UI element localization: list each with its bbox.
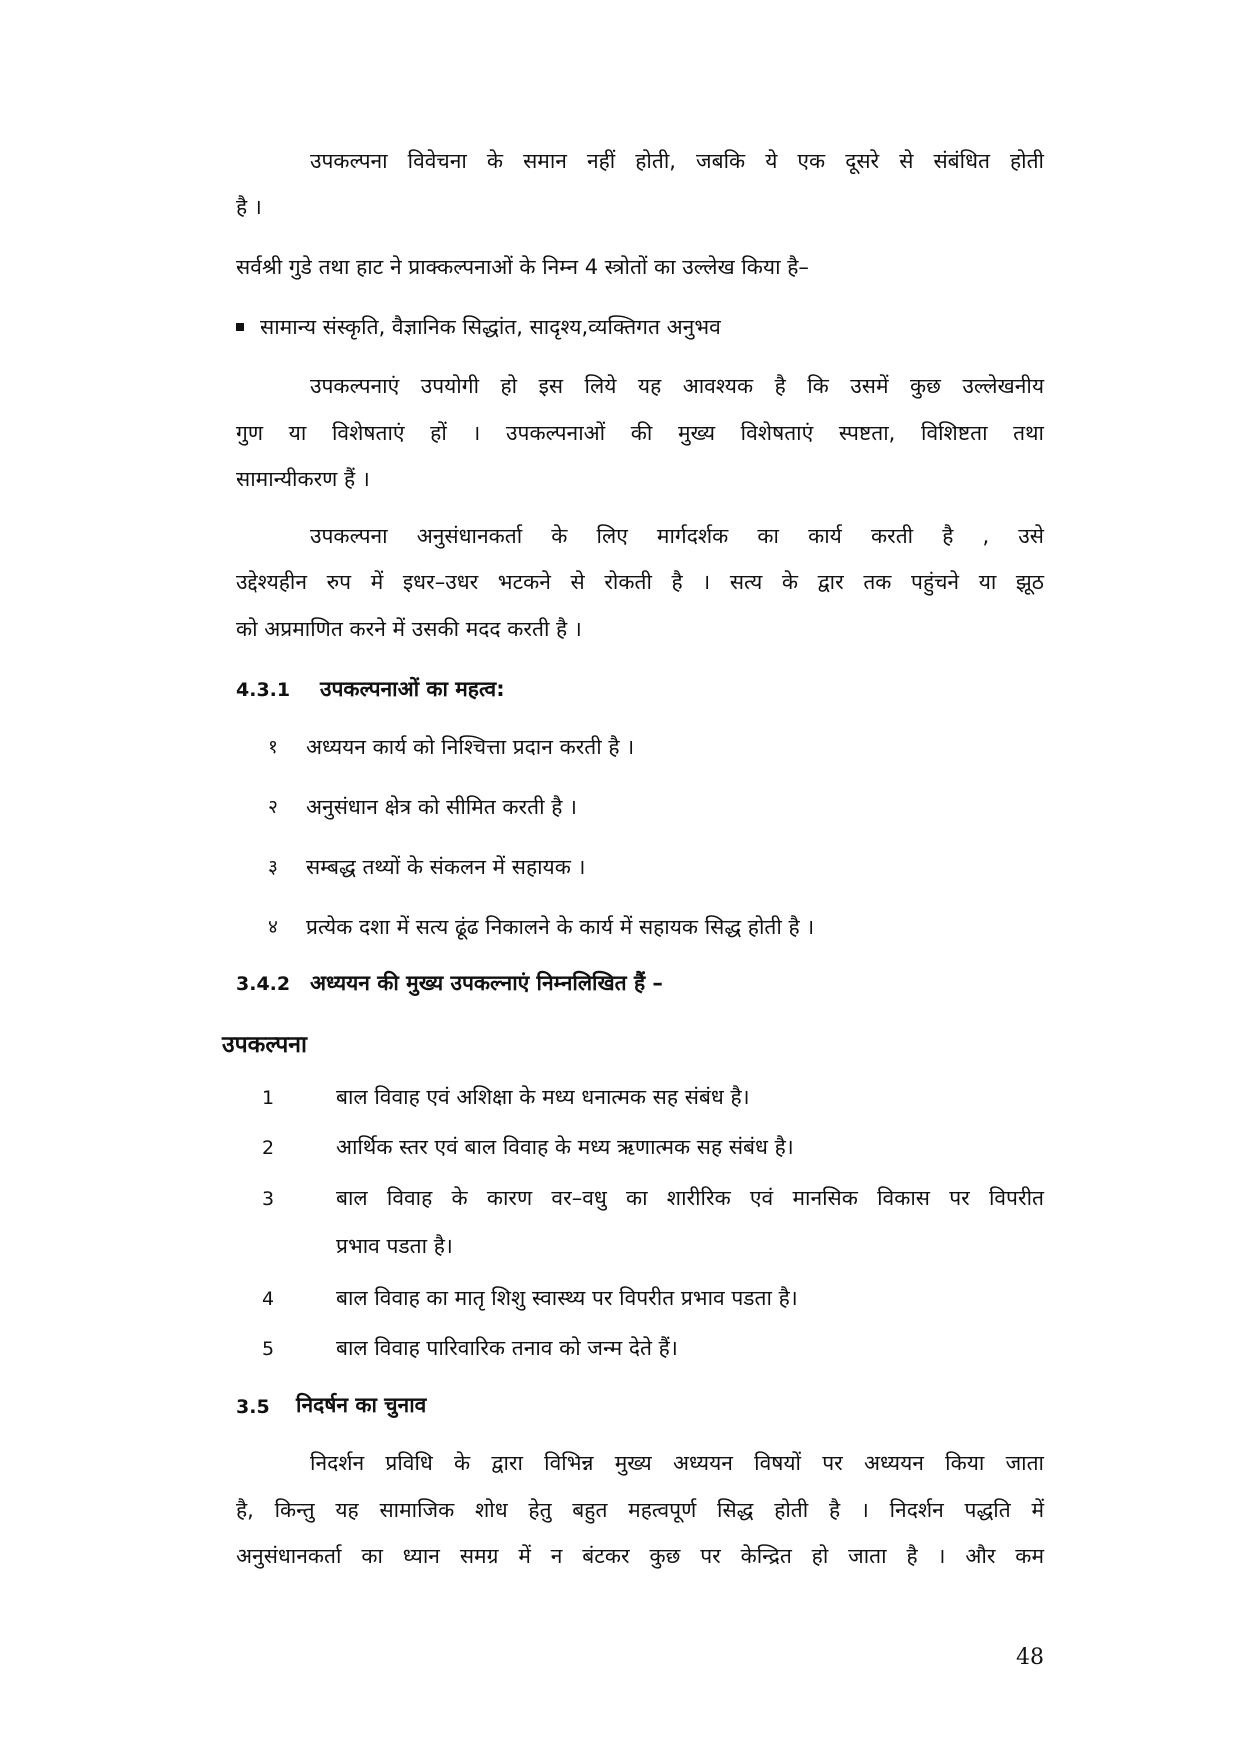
hypothesis-item: बाल विवाह का मातृ शिशु स्वास्थ्य पर विपरीत प्रभाव पडता है। <box>336 1286 798 1310</box>
hypotheses-heading: उपकल्पना <box>222 1032 307 1058</box>
hypothesis-item: बाल विवाह के कारण वर–वधु का शारीरिक एवं मानसिक विकास पर विपरीत <box>336 1186 1044 1210</box>
bullet-text: सामान्य संस्कृति, वैज्ञानिक सिद्धांत, सादृश्य,व्यक्तिगत अनुभव <box>260 315 721 339</box>
section-342-title: अध्ययन की मुख्य उपकल्नाएं निम्नलिखित हैं – <box>310 971 663 995</box>
hypothesis-item: बाल विवाह पारिवारिक तनाव को जन्म देते हैं। <box>336 1336 678 1360</box>
list-item-number: २ <box>268 796 278 818</box>
paragraph-4-line-1: उपकल्पना अनुसंधानकर्ता के लिए मार्गदर्शक का कार्य करती है , उसे <box>310 524 1044 548</box>
hypothesis-number: 2 <box>262 1137 275 1159</box>
hypothesis-item-continued: प्रभाव पडता है। <box>336 1234 453 1258</box>
hypothesis-number: 5 <box>262 1338 275 1360</box>
paragraph-3-line-3: सामान्यीकरण हैं । <box>236 467 370 491</box>
hypothesis-number: 4 <box>262 1288 275 1310</box>
hypothesis-item: आर्थिक स्तर एवं बाल विवाह के मध्य ऋणात्मक सह संबंध है। <box>336 1135 794 1159</box>
hypothesis-item: बाल विवाह एवं अशिक्षा के मध्य धनात्मक सह संबंध है। <box>336 1085 750 1109</box>
section-35-line-1: निदर्शन प्रविधि के द्वारा विभिन्न मुख्य अध्ययन विषयों पर अध्ययन किया जाता <box>310 1451 1044 1475</box>
bullet-square-icon <box>236 323 244 331</box>
list-item: सम्बद्ध तथ्यों के संकलन में सहायक । <box>306 855 586 879</box>
paragraph-3-line-2: गुण या विशेषताएं हों । उपकल्पनाओं की मुख्य विशेषताएं स्पष्टता, विशिष्टता तथा <box>236 421 1044 445</box>
paragraph-1-line-1: उपकल्पना विवेचना के समान नहीं होती, जबकि ये एक दूसरे से संबंधित होती <box>310 149 1044 173</box>
paragraph-4-line-2: उद्देश्यहीन रुप में इधर–उधर भटकने से रोकती है । सत्य के द्वार तक पहुंचने या झूठ <box>236 570 1044 594</box>
paragraph-4-line-3: को अप्रमाणित करने में उसकी मदद करती है । <box>236 617 582 641</box>
section-35-line-3: अनुसंधानकर्ता का ध्यान समग्र में न बंटकर कुछ पर केन्द्रित हो जाता है । और कम <box>236 1544 1044 1568</box>
paragraph-1-line-2: है । <box>236 195 262 219</box>
page-number: 48 <box>1016 1645 1044 1670</box>
list-item: अध्ययन कार्य को निश्चित्ता प्रदान करती है । <box>306 735 635 759</box>
hypothesis-number: 1 <box>262 1087 275 1109</box>
hypothesis-number: 3 <box>262 1188 275 1210</box>
list-item-number: ४ <box>268 916 278 938</box>
section-35-line-2: है, किन्तु यह सामाजिक शोध हेतु बहुत महत्वपूर्ण सिद्ध होती है । निदर्शन पद्धति में <box>236 1498 1044 1522</box>
list-item-number: ३ <box>268 856 278 878</box>
list-item: अनुसंधान क्षेत्र को सीमित करती है । <box>306 795 578 819</box>
section-35-title: निदर्षन का चुनाव <box>296 1393 427 1417</box>
list-item-number: १ <box>268 736 278 758</box>
section-342-number: 3.4.2 <box>236 973 291 995</box>
section-431-number: 4.3.1 <box>236 679 291 701</box>
paragraph-2: सर्वश्री गुडे तथा हाट ने प्राक्कल्पनाओं के निम्न 4 स्त्रोतों का उल्लेख किया है– <box>236 255 809 279</box>
list-item: प्रत्येक दशा में सत्य ढूंढ निकालने के कार्य में सहायक सिद्ध होती है । <box>306 915 815 939</box>
section-431-title: उपकल्पनाओं का महत्व: <box>320 677 505 701</box>
paragraph-3-line-1: उपकल्पनाएं उपयोगी हो इस लिये यह आवश्यक है कि उसमें कुछ उल्लेखनीय <box>310 374 1044 398</box>
section-35-number: 3.5 <box>236 1396 270 1418</box>
